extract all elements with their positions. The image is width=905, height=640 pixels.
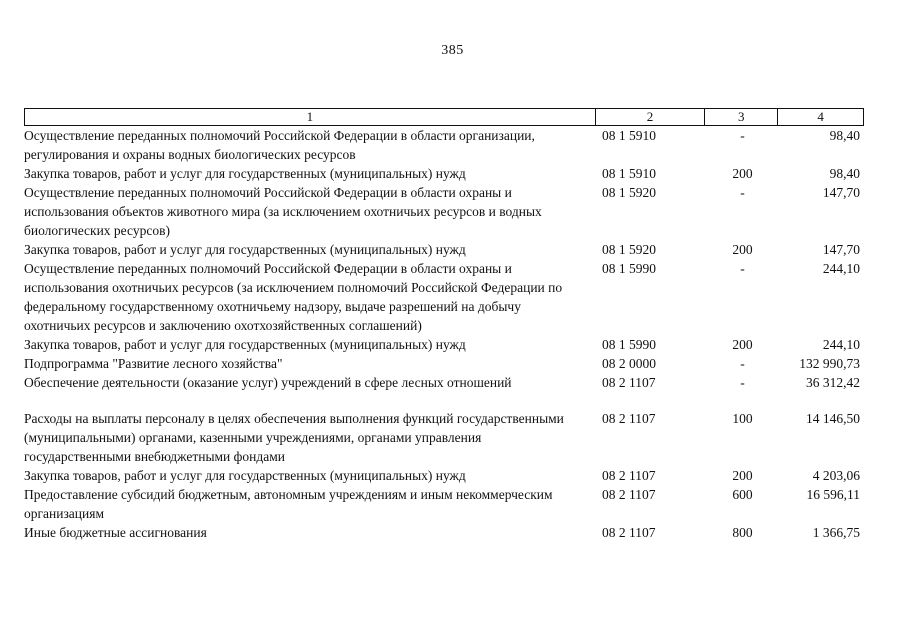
header-col-3: 3 bbox=[705, 109, 778, 125]
row-expense-type: - bbox=[740, 185, 745, 200]
table-row bbox=[24, 126, 864, 164]
row-description: Подпрограмма "Развитие лесного хозяйства" bbox=[24, 356, 283, 371]
row-description: Закупка товаров, работ и услуг для государственных (муниципальных) нужд bbox=[24, 468, 466, 483]
row-description: Обеспечение деятельности (оказание услуг) учреждений в сфере лесных отношений bbox=[24, 375, 512, 390]
row-code: 08 1 5920 bbox=[602, 185, 656, 200]
table-row bbox=[24, 466, 864, 485]
row-description: Закупка товаров, работ и услуг для государственных (муниципальных) нужд bbox=[24, 242, 466, 257]
row-expense-type: - bbox=[740, 128, 745, 143]
row-code: 08 2 1107 bbox=[602, 487, 656, 502]
row-expense-type: 600 bbox=[732, 487, 753, 502]
row-description: Расходы на выплаты персоналу в целях обеспечения выполнения функций государственными (муниципальными) органами, казенными учреждениями, органами управления государственными внебюджетными фондами bbox=[24, 411, 564, 464]
row-amount: 244,10 bbox=[822, 337, 860, 352]
row-description: Осуществление переданных полномочий Российской Федерации в области охраны и использования охотничьих ресурсов (за исключением полномочий Российской Федерации по федеральному государственному охотничьему надзору, выдаче разрешений на добычу охотничьих ресурсов и заключению охотхозяйственных соглашений) bbox=[24, 261, 563, 333]
row-expense-type: - bbox=[740, 375, 745, 390]
table-row bbox=[24, 523, 864, 542]
row-expense-type: 100 bbox=[732, 411, 753, 426]
row-expense-type: 200 bbox=[732, 337, 753, 352]
row-expense-type: 200 bbox=[732, 242, 753, 257]
row-code: 08 1 5920 bbox=[602, 242, 656, 257]
table-row bbox=[24, 240, 864, 259]
table-row bbox=[24, 409, 864, 466]
row-amount: 147,70 bbox=[822, 185, 860, 200]
header-col-4: 4 bbox=[817, 109, 824, 124]
page-number: 385 bbox=[441, 43, 464, 58]
row-expense-type: - bbox=[740, 356, 745, 371]
row-description: Закупка товаров, работ и услуг для государственных (муниципальных) нужд bbox=[24, 166, 466, 181]
row-code: 08 2 1107 bbox=[602, 525, 656, 540]
table-row bbox=[24, 373, 864, 392]
row-spacer bbox=[24, 392, 864, 409]
row-code: 08 2 1107 bbox=[602, 468, 656, 483]
row-amount: 14 146,50 bbox=[806, 411, 860, 426]
row-description: Осуществление переданных полномочий Российской Федерации в области организации, регулирования и охраны водных биологических ресурсов bbox=[24, 128, 535, 162]
row-amount: 98,40 bbox=[829, 166, 860, 181]
row-amount: 4 203,06 bbox=[812, 468, 860, 483]
row-code: 08 1 5910 bbox=[602, 128, 656, 143]
table-body bbox=[24, 126, 864, 542]
row-amount: 1 366,75 bbox=[812, 525, 860, 540]
row-amount: 36 312,42 bbox=[806, 375, 860, 390]
row-description: Предоставление субсидий бюджетным, автономным учреждениям и иным некоммерческим организациям bbox=[24, 487, 553, 521]
row-amount: 147,70 bbox=[822, 242, 860, 257]
table-row bbox=[24, 485, 864, 523]
row-amount: 98,40 bbox=[829, 128, 860, 143]
row-code: 08 2 0000 bbox=[602, 356, 656, 371]
row-expense-type: - bbox=[740, 261, 745, 276]
table-row bbox=[24, 183, 864, 240]
row-code: 08 2 1107 bbox=[602, 375, 656, 390]
row-code: 08 1 5990 bbox=[602, 261, 656, 276]
row-amount: 16 596,11 bbox=[806, 487, 860, 502]
table-row bbox=[24, 335, 864, 354]
table-row bbox=[24, 354, 864, 373]
table-header bbox=[24, 108, 864, 126]
row-code: 08 1 5910 bbox=[602, 166, 656, 181]
header-col-2: 2 bbox=[596, 109, 706, 125]
header-col-1: 1 bbox=[25, 109, 596, 125]
row-description: Осуществление переданных полномочий Российской Федерации в области охраны и использования объектов животного мира (за исключением охотничьих ресурсов и водных биологических ресурсов) bbox=[24, 185, 542, 238]
row-code: 08 2 1107 bbox=[602, 411, 656, 426]
row-expense-type: 200 bbox=[732, 166, 753, 181]
row-code: 08 1 5990 bbox=[602, 337, 656, 352]
table-row bbox=[24, 164, 864, 183]
row-description: Иные бюджетные ассигнования bbox=[24, 525, 207, 540]
table-row bbox=[24, 259, 864, 335]
row-amount: 132 990,73 bbox=[799, 356, 860, 371]
row-expense-type: 200 bbox=[732, 468, 753, 483]
row-description: Закупка товаров, работ и услуг для государственных (муниципальных) нужд bbox=[24, 337, 466, 352]
row-amount: 244,10 bbox=[822, 261, 860, 276]
row-expense-type: 800 bbox=[732, 525, 753, 540]
